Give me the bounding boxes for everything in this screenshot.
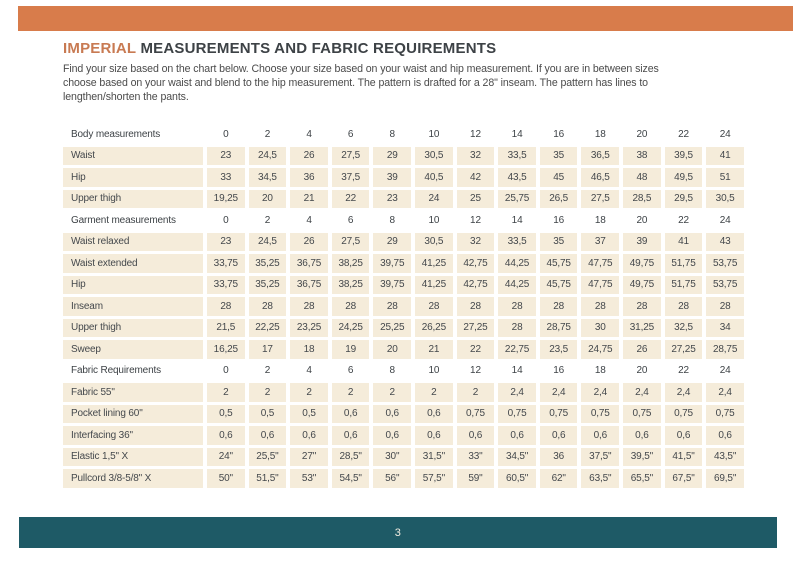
size-header-cell: 8: [389, 128, 395, 140]
value-cell: 35,25: [249, 276, 287, 295]
value-cell: 28,5": [332, 448, 370, 467]
value-cell: 33: [207, 168, 245, 187]
value-cell: 35,25: [249, 254, 287, 273]
value-cell: 23,5: [540, 340, 578, 359]
table-row: [63, 254, 744, 273]
value-cell: 33,75: [207, 254, 245, 273]
value-cell: 0,6: [415, 405, 453, 424]
value-cell: 31,5": [415, 448, 453, 467]
size-header-cell: 22: [678, 128, 689, 140]
value-cell: 21: [415, 340, 453, 359]
value-cell: 25,5": [249, 448, 287, 467]
size-header-cell: 8: [389, 214, 395, 226]
value-cell: 36,75: [290, 276, 328, 295]
value-cell: 51,5": [249, 469, 287, 488]
value-cell: 69,5": [706, 469, 744, 488]
value-cell: 18: [290, 340, 328, 359]
value-cell: 23: [373, 190, 411, 209]
size-header-cell: 10: [428, 128, 440, 140]
value-cell: 33": [457, 448, 495, 467]
value-cell: 39: [373, 168, 411, 187]
value-cell: 50": [207, 469, 245, 488]
section-header-label: Garment measurements: [71, 214, 176, 226]
row-label: Waist extended: [63, 254, 203, 273]
value-cell: 30: [581, 319, 619, 338]
value-cell: 0,6: [623, 426, 661, 445]
section-header-row: [63, 362, 744, 381]
value-cell: 39,5": [623, 448, 661, 467]
value-cell: 22: [332, 190, 370, 209]
value-cell: 43,5": [706, 448, 744, 467]
value-cell: 27": [290, 448, 328, 467]
table-row: [63, 448, 744, 467]
value-cell: 49,75: [623, 276, 661, 295]
footer-bar: [19, 517, 777, 548]
size-header-cell: 18: [594, 214, 606, 226]
size-header-cell: 22: [678, 365, 689, 377]
value-cell: 65,5": [623, 469, 661, 488]
value-cell: 28: [290, 297, 328, 316]
size-header-cell: 12: [470, 214, 481, 226]
value-cell: 57,5": [415, 469, 453, 488]
value-cell: 28: [665, 297, 703, 316]
value-cell: 41,5": [665, 448, 703, 467]
value-cell: 2: [373, 383, 411, 402]
row-label: Hip: [63, 168, 203, 187]
value-cell: 33,5: [498, 147, 536, 166]
value-cell: 30,5: [415, 233, 453, 252]
value-cell: 0,75: [706, 405, 744, 424]
size-header-cell: 24: [719, 365, 731, 377]
value-cell: 0,75: [623, 405, 661, 424]
table-row: [63, 469, 744, 488]
value-cell: 53,75: [706, 254, 744, 273]
intro-line: choose based on your waist and blend to the hip measurement. The pattern is drafted for a 28" inseam. The pattern has lines to: [63, 77, 648, 89]
value-cell: 24,5: [249, 233, 287, 252]
value-cell: 67,5": [665, 469, 703, 488]
size-header-cell: 0: [223, 214, 229, 226]
size-header-cell: 20: [636, 365, 648, 377]
value-cell: 28: [540, 297, 578, 316]
value-cell: 56": [373, 469, 411, 488]
value-cell: 51: [706, 168, 744, 187]
value-cell: 21: [290, 190, 328, 209]
size-header-cell: 6: [347, 128, 354, 140]
value-cell: 43,5: [498, 168, 536, 187]
size-header-cell: 10: [428, 365, 440, 377]
value-cell: 27,5: [581, 190, 619, 209]
value-cell: 34: [706, 319, 744, 338]
value-cell: 0,5: [207, 405, 245, 424]
value-cell: 0,6: [540, 426, 578, 445]
size-header-cell: 12: [470, 128, 481, 140]
value-cell: 2,4: [540, 383, 578, 402]
row-label: Upper thigh: [63, 319, 203, 338]
table-row: [63, 276, 744, 295]
value-cell: 0,75: [665, 405, 703, 424]
size-header-cell: 18: [594, 365, 606, 377]
value-cell: 0,6: [207, 426, 245, 445]
value-cell: 26,5: [540, 190, 578, 209]
row-label: Pullcord 3/8-5/8" X: [63, 469, 203, 488]
value-cell: 26,25: [415, 319, 453, 338]
table-row: [63, 405, 744, 424]
value-cell: 32: [457, 233, 495, 252]
size-header-cell: 6: [347, 365, 354, 377]
value-cell: 27,25: [665, 340, 703, 359]
value-cell: 0,5: [249, 405, 287, 424]
value-cell: 37,5: [332, 168, 370, 187]
size-header-cell: 16: [553, 214, 565, 226]
value-cell: 30,5: [706, 190, 744, 209]
value-cell: 0,6: [581, 426, 619, 445]
value-cell: 35: [540, 233, 578, 252]
value-cell: 39: [623, 233, 661, 252]
section-header-label: Body measurements: [71, 128, 161, 140]
value-cell: 0,6: [665, 426, 703, 445]
size-header-cell: 0: [223, 365, 229, 377]
value-cell: 24: [415, 190, 453, 209]
table-row: [63, 147, 744, 166]
value-cell: 21,5: [207, 319, 245, 338]
size-header-cell: 22: [678, 214, 689, 226]
value-cell: 2: [332, 383, 370, 402]
size-header-cell: 2: [264, 365, 271, 377]
value-cell: 0,6: [457, 426, 495, 445]
value-cell: 41: [665, 233, 703, 252]
value-cell: 0,75: [540, 405, 578, 424]
value-cell: 2,4: [706, 383, 744, 402]
value-cell: 28: [498, 319, 536, 338]
value-cell: 29: [373, 147, 411, 166]
value-cell: 42,75: [457, 254, 495, 273]
value-cell: 26: [623, 340, 661, 359]
value-cell: 0,6: [373, 405, 411, 424]
value-cell: 37: [581, 233, 619, 252]
size-header-cell: 16: [553, 365, 565, 377]
row-label: Upper thigh: [63, 190, 203, 209]
value-cell: 26: [290, 233, 328, 252]
value-cell: 48: [623, 168, 661, 187]
value-cell: 28,5: [623, 190, 661, 209]
value-cell: 39,75: [373, 254, 411, 273]
value-cell: 0,75: [498, 405, 536, 424]
value-cell: 24,75: [581, 340, 619, 359]
value-cell: 60,5": [498, 469, 536, 488]
row-label: Waist: [63, 147, 203, 166]
value-cell: 28: [623, 297, 661, 316]
value-cell: 59": [457, 469, 495, 488]
value-cell: 41,25: [415, 276, 453, 295]
value-cell: 46,5: [581, 168, 619, 187]
value-cell: 2: [207, 383, 245, 402]
value-cell: 2,4: [665, 383, 703, 402]
value-cell: 23: [207, 233, 245, 252]
intro-line: lengthen/shorten the pants.: [63, 91, 189, 103]
table-row: [63, 168, 744, 187]
value-cell: 24,25: [332, 319, 370, 338]
page-title-highlight: IMPERIAL: [63, 40, 137, 57]
value-cell: 0,6: [706, 426, 744, 445]
table-row: [63, 319, 744, 338]
value-cell: 53": [290, 469, 328, 488]
value-cell: 28: [706, 297, 744, 316]
size-header-cell: 4: [306, 365, 312, 377]
value-cell: 28: [373, 297, 411, 316]
value-cell: 0,6: [249, 426, 287, 445]
value-cell: 47,75: [581, 276, 619, 295]
value-cell: 16,25: [207, 340, 245, 359]
size-header-cell: 12: [470, 365, 481, 377]
value-cell: 36: [290, 168, 328, 187]
value-cell: 25,75: [498, 190, 536, 209]
size-header-cell: 2: [264, 128, 271, 140]
size-header-cell: 14: [511, 128, 523, 140]
size-header-cell: 24: [719, 128, 731, 140]
value-cell: 20: [249, 190, 287, 209]
value-cell: 28,75: [706, 340, 744, 359]
value-cell: 28: [498, 297, 536, 316]
page-title: [63, 39, 745, 59]
value-cell: 47,75: [581, 254, 619, 273]
row-label: Fabric 55": [63, 383, 203, 402]
value-cell: 33,75: [207, 276, 245, 295]
page-content: [63, 39, 745, 104]
value-cell: 41: [706, 147, 744, 166]
value-cell: 24,5: [249, 147, 287, 166]
value-cell: 34,5": [498, 448, 536, 467]
value-cell: 45,75: [540, 276, 578, 295]
measurements-table: [63, 125, 744, 491]
size-header-cell: 8: [389, 365, 395, 377]
value-cell: 2: [249, 383, 287, 402]
section-header-label: Fabric Requirements: [71, 365, 161, 377]
value-cell: 22: [457, 340, 495, 359]
value-cell: 26: [290, 147, 328, 166]
size-header-cell: 0: [223, 128, 229, 140]
header-accent-bar: [18, 6, 793, 31]
value-cell: 22,25: [249, 319, 287, 338]
value-cell: 62": [540, 469, 578, 488]
value-cell: 2,4: [623, 383, 661, 402]
value-cell: 28: [207, 297, 245, 316]
value-cell: 0,75: [581, 405, 619, 424]
value-cell: 28,75: [540, 319, 578, 338]
value-cell: 29,5: [665, 190, 703, 209]
table-row: [63, 340, 744, 359]
value-cell: 35: [540, 147, 578, 166]
value-cell: 30,5: [415, 147, 453, 166]
value-cell: 28: [457, 297, 495, 316]
size-header-cell: 14: [511, 214, 523, 226]
table-row: [63, 383, 744, 402]
row-label: Sweep: [63, 340, 203, 359]
value-cell: 38,25: [332, 276, 370, 295]
value-cell: 44,25: [498, 276, 536, 295]
size-header-cell: 20: [636, 128, 648, 140]
row-label: Hip: [63, 276, 203, 295]
value-cell: 45: [540, 168, 578, 187]
value-cell: 19,25: [207, 190, 245, 209]
table-row: [63, 190, 744, 209]
value-cell: 2,4: [581, 383, 619, 402]
value-cell: 36,5: [581, 147, 619, 166]
value-cell: 41,25: [415, 254, 453, 273]
value-cell: 2: [415, 383, 453, 402]
value-cell: 45,75: [540, 254, 578, 273]
value-cell: 31,25: [623, 319, 661, 338]
value-cell: 28: [581, 297, 619, 316]
value-cell: 24": [207, 448, 245, 467]
table-row: [63, 426, 744, 445]
size-header-cell: 24: [719, 214, 731, 226]
value-cell: 36: [540, 448, 578, 467]
value-cell: 51,75: [665, 254, 703, 273]
value-cell: 32,5: [665, 319, 703, 338]
value-cell: 54,5": [332, 469, 370, 488]
value-cell: 49,75: [623, 254, 661, 273]
value-cell: 42: [457, 168, 495, 187]
value-cell: 42,75: [457, 276, 495, 295]
value-cell: 27,25: [457, 319, 495, 338]
value-cell: 28: [249, 297, 287, 316]
value-cell: 39,75: [373, 276, 411, 295]
value-cell: 0,5: [290, 405, 328, 424]
size-header-cell: 6: [347, 214, 354, 226]
value-cell: 0,6: [332, 405, 370, 424]
row-label: Elastic 1,5" X: [63, 448, 203, 467]
value-cell: 28: [332, 297, 370, 316]
value-cell: 0,6: [290, 426, 328, 445]
value-cell: 25,25: [373, 319, 411, 338]
value-cell: 0,6: [373, 426, 411, 445]
size-header-cell: 4: [306, 214, 312, 226]
value-cell: 38: [623, 147, 661, 166]
value-cell: 53,75: [706, 276, 744, 295]
size-header-cell: 20: [636, 214, 648, 226]
value-cell: 23: [207, 147, 245, 166]
section-header-row: [63, 211, 744, 230]
value-cell: 44,25: [498, 254, 536, 273]
value-cell: 19: [332, 340, 370, 359]
table-row: [63, 233, 744, 252]
value-cell: 34,5: [249, 168, 287, 187]
value-cell: 49,5: [665, 168, 703, 187]
value-cell: 2,4: [498, 383, 536, 402]
size-header-cell: 4: [306, 128, 312, 140]
intro-line: Find your size based on the chart below. Choose your size based on your waist and hip measurement. If you are in between sizes: [63, 63, 659, 75]
intro-text: [63, 62, 745, 104]
row-label: Interfacing 36": [63, 426, 203, 445]
value-cell: 27,5: [332, 233, 370, 252]
value-cell: 23,25: [290, 319, 328, 338]
value-cell: 22,75: [498, 340, 536, 359]
value-cell: 29: [373, 233, 411, 252]
value-cell: 25: [457, 190, 495, 209]
row-label: Inseam: [63, 297, 203, 316]
value-cell: 38,25: [332, 254, 370, 273]
page-title-rest: MEASUREMENTS AND FABRIC REQUIREMENTS: [140, 40, 497, 57]
value-cell: 20: [373, 340, 411, 359]
value-cell: 63,5": [581, 469, 619, 488]
size-header-cell: 10: [428, 214, 440, 226]
value-cell: 0,75: [457, 405, 495, 424]
value-cell: 0,6: [498, 426, 536, 445]
value-cell: 28: [415, 297, 453, 316]
value-cell: 39,5: [665, 147, 703, 166]
section-header-row: [63, 125, 744, 144]
value-cell: 32: [457, 147, 495, 166]
size-header-cell: 16: [553, 128, 565, 140]
value-cell: 0,6: [332, 426, 370, 445]
value-cell: 30": [373, 448, 411, 467]
value-cell: 36,75: [290, 254, 328, 273]
row-label: Waist relaxed: [63, 233, 203, 252]
table-row: [63, 297, 744, 316]
value-cell: 40,5: [415, 168, 453, 187]
size-header-cell: 2: [264, 214, 271, 226]
value-cell: 33,5: [498, 233, 536, 252]
value-cell: 0,6: [415, 426, 453, 445]
value-cell: 2: [457, 383, 495, 402]
size-header-cell: 14: [511, 365, 523, 377]
value-cell: 17: [249, 340, 287, 359]
value-cell: 37,5": [581, 448, 619, 467]
page-number: 3: [394, 526, 402, 539]
value-cell: 2: [290, 383, 328, 402]
size-header-cell: 18: [594, 128, 606, 140]
value-cell: 43: [706, 233, 744, 252]
value-cell: 27,5: [332, 147, 370, 166]
row-label: Pocket lining 60": [63, 405, 203, 424]
value-cell: 51,75: [665, 276, 703, 295]
